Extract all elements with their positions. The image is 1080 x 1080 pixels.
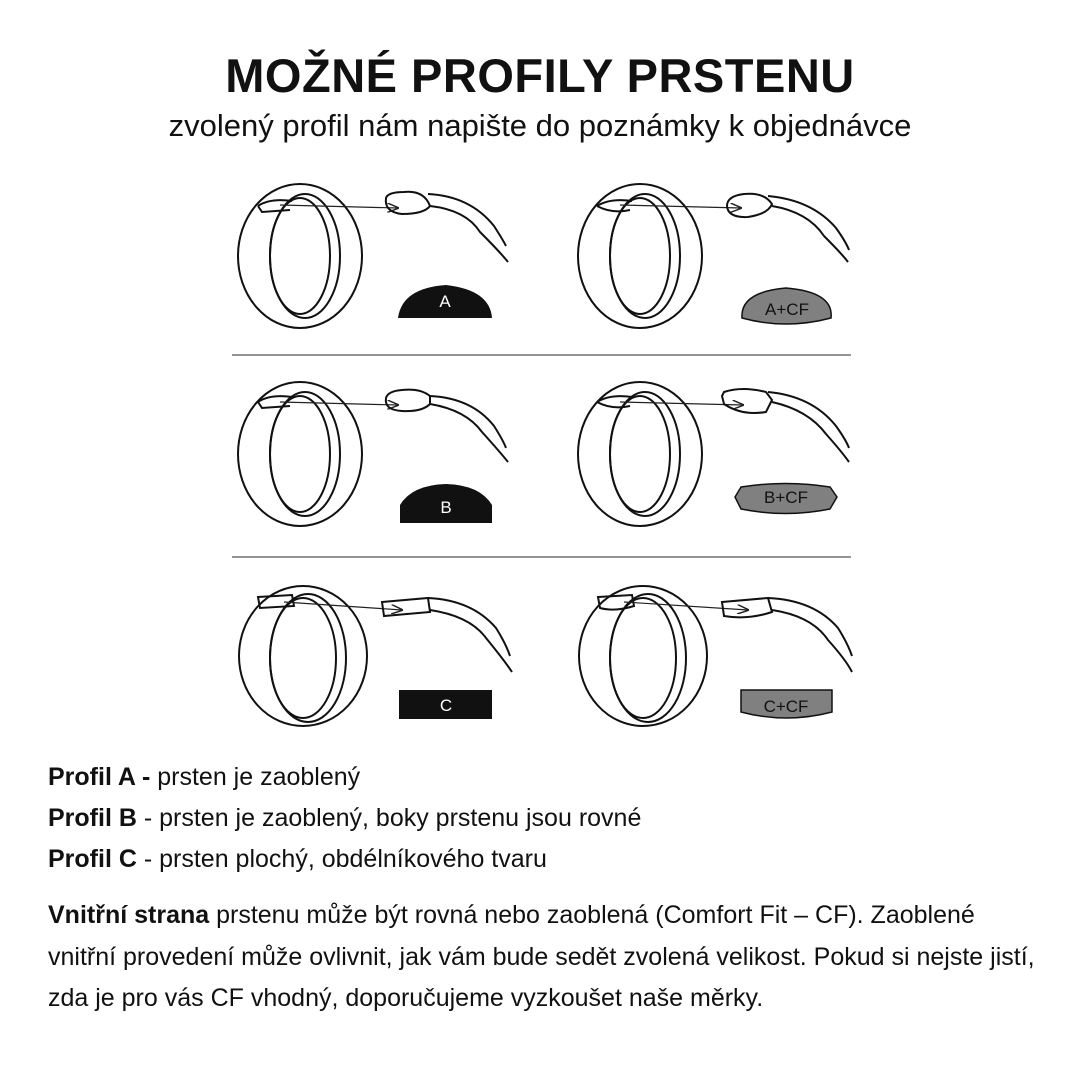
ring-section-icon [382,598,512,672]
profile-label-b: B [440,498,452,517]
arrow-icon [280,402,398,405]
page-title: MOŽNÉ PROFILY PRSTENU [225,49,855,102]
profile-text: prsten je zaoblený [150,763,361,791]
ring-section-icon [386,390,508,462]
note-text: prstenu může být rovná nebo zaoblená (Comfort Fit – CF). Zaoblené vnitřní provedení může ovlivnit, jak vám bude sedět zvolená velikost. Pokud si nejste jistí, zda je pro vás CF vhodný, doporučujeme vyzkoušet naše měrky. [48,901,1035,1012]
profile-label-c-cf: C+CF [763,697,809,716]
profile-label-b-cf: B+CF [764,488,808,507]
profile-b-cf-illustration [578,382,849,526]
profile-c-description [48,839,1048,880]
profile-a-illustration [238,184,508,328]
profile-name: Profil A - [48,763,151,791]
profile-b-illustration [238,382,508,526]
profile-a-description [48,757,1048,798]
ring-icon [239,586,367,726]
ring-section-icon [386,192,508,262]
profile-descriptions [48,757,1048,880]
profile-name: Profil C [48,845,137,873]
profile-b-description [48,798,1048,839]
profile-text: - prsten plochý, obdélníkového tvaru [136,845,547,873]
profile-a-cf-illustration [578,184,849,328]
page-subtitle: zvolený profil nám napište do poznámky k objednávce [168,108,912,143]
profile-text: - prsten je zaoblený, boky prstenu jsou rovné [136,804,642,832]
profile-label-a-cf: A+CF [765,300,809,319]
profile-c-cf-illustration [579,586,852,726]
profile-label-a: A [439,292,451,311]
ring-section-icon [727,194,849,262]
arrow-icon [620,205,741,208]
inner-side-note [48,895,1048,1020]
arrow-icon [284,602,402,610]
note-heading: Vnitřní strana [48,901,210,929]
ring-icon [579,586,707,726]
ring-section-icon [722,389,849,462]
profile-name: Profil B [48,804,137,832]
profile-c-illustration [239,586,512,726]
profile-label-c: C [439,696,453,715]
arrow-icon [280,205,398,208]
